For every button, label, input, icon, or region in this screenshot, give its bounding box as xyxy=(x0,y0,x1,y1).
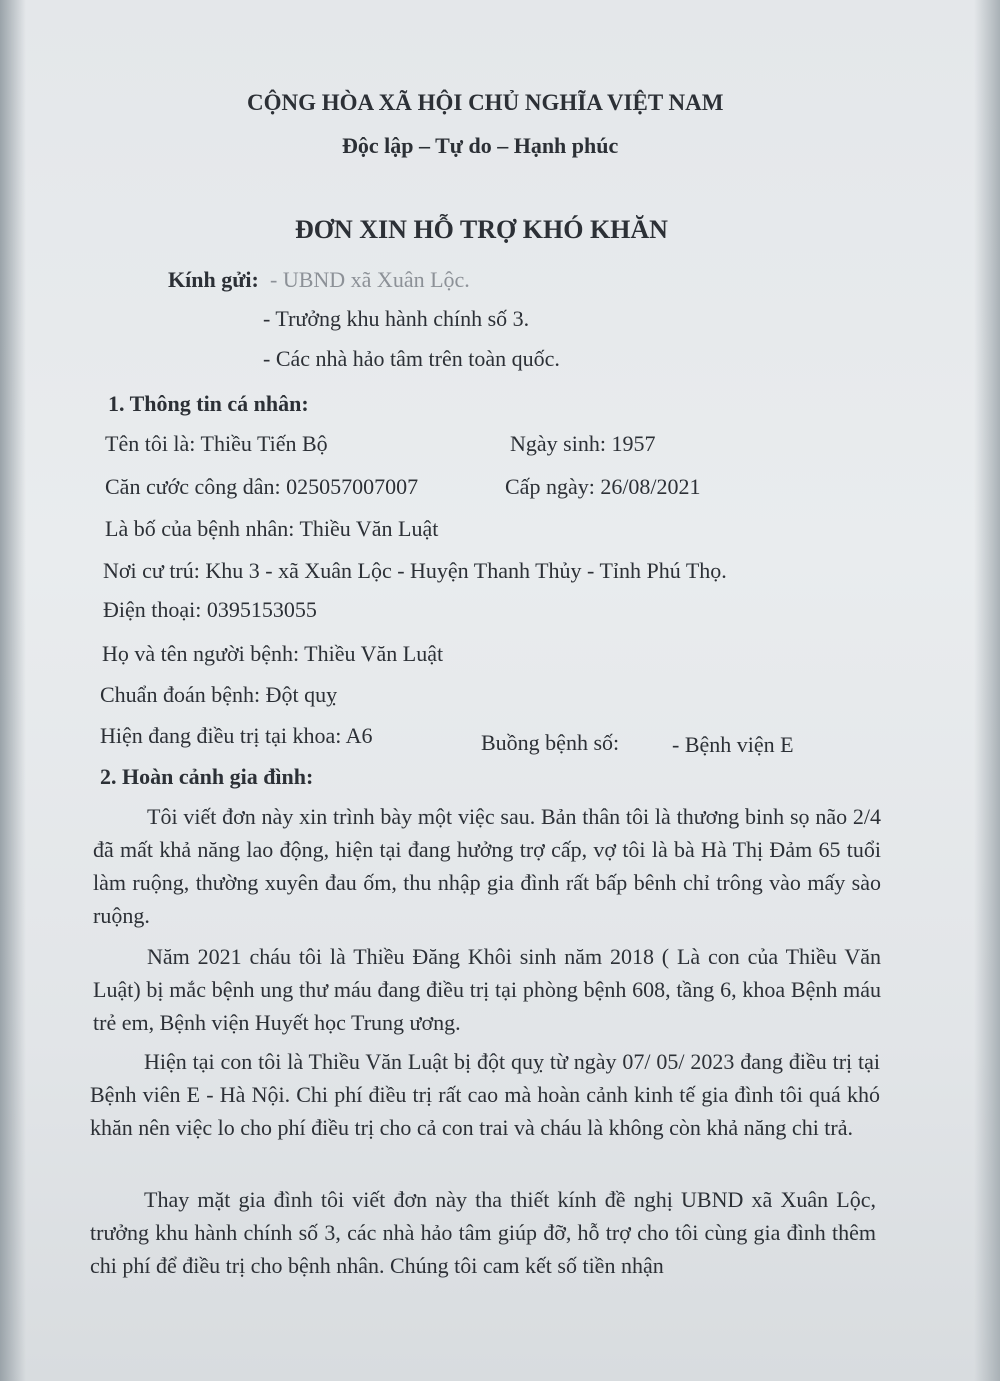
applicant-birth: Ngày sinh: 1957 xyxy=(510,431,656,456)
paragraph-2: Năm 2021 cháu tôi là Thiều Đăng Khôi sinh năm 2018 ( Là con của Thiều Văn Luật) bị mắc bệnh ung thư máu đang điều trị tại phòng bệnh 608, tầng 6, khoa Bệnh máu trẻ em, Bệnh viện Huyết học Trung ương. xyxy=(93,944,881,1035)
patient-name: Họ và tên người bệnh: Thiều Văn Luật xyxy=(102,641,444,666)
applicant-name: Tên tôi là: Thiều Tiến Bộ xyxy=(105,431,328,456)
section2-heading: 2. Hoàn cảnh gia đình: xyxy=(100,764,314,789)
document-title: ĐƠN XIN HỖ TRỢ KHÓ KHĂN xyxy=(295,215,668,244)
motto: Độc lập – Tự do – Hạnh phúc xyxy=(342,133,619,158)
id-issue-date: Cấp ngày: 26/08/2021 xyxy=(505,474,701,499)
hospital-name: - Bệnh viện E xyxy=(672,732,794,757)
id-card-number: Căn cước công dân: 025057007007 xyxy=(105,474,419,499)
phone-number: Điện thoại: 0395153055 xyxy=(103,597,317,622)
page-edge-shadow-left xyxy=(0,0,26,1381)
paragraph-4: Thay mặt gia đình tôi viết đơn này tha thiết kính đề nghị UBND xã Xuân Lộc, trưởng khu hành chính số 3, các nhà hảo tâm giúp đỡ, hỗ trợ cho tôi cùng gia đình thêm chi phí để điều trị cho bệnh nhân. Chúng tôi cam kết số tiền nhận xyxy=(90,1187,876,1278)
recipient-line-2: - Trưởng khu hành chính số 3. xyxy=(263,306,530,331)
country-header: CỘNG HÒA XÃ HỘI CHỦ NGHĨA VIỆT NAM xyxy=(247,90,724,115)
paragraph-1: Tôi viết đơn này xin trình bày một việc sau. Bản thân tôi là thương binh sọ não 2/4 đã mất khả năng lao động, hiện tại đang hưởng trợ cấp, vợ tôi là bà Hà Thị Đảm 65 tuổi làm ruộng, thường xuyên đau ốm, thu nhập gia đình rất bấp bênh chỉ trông vào mấy sào ruộng. xyxy=(93,804,881,928)
residence: Nơi cư trú: Khu 3 - xã Xuân Lộc - Huyện Thanh Thủy - Tỉnh Phú Thọ. xyxy=(103,558,727,583)
father-of-patient: Là bố của bệnh nhân: Thiều Văn Luật xyxy=(105,516,439,541)
room-number: Buồng bệnh số: xyxy=(481,730,620,755)
recipients-label: Kính gửi: xyxy=(168,267,259,292)
diagnosis: Chuẩn đoán bệnh: Đột quỵ xyxy=(100,682,338,707)
recipient-line-3: - Các nhà hảo tâm trên toàn quốc. xyxy=(263,346,560,371)
paragraph-3: Hiện tại con tôi là Thiều Văn Luật bị đột quỵ từ ngày 07/ 05/ 2023 đang điều trị tại Bệnh viên E - Hà Nội. Chi phí điều trị rất cao mà hoàn cảnh kinh tế gia đình tôi quá khó khăn nên việc lo cho phí điều trị cho cả con trai và cháu là không còn khả năng chi trả. xyxy=(90,1049,880,1140)
treatment-ward: Hiện đang điều trị tại khoa: A6 xyxy=(100,723,373,748)
page-edge-shadow-right xyxy=(974,0,1000,1381)
section1-heading: 1. Thông tin cá nhân: xyxy=(108,391,309,416)
recipient-line-1: - UBND xã Xuân Lộc. xyxy=(270,267,470,292)
